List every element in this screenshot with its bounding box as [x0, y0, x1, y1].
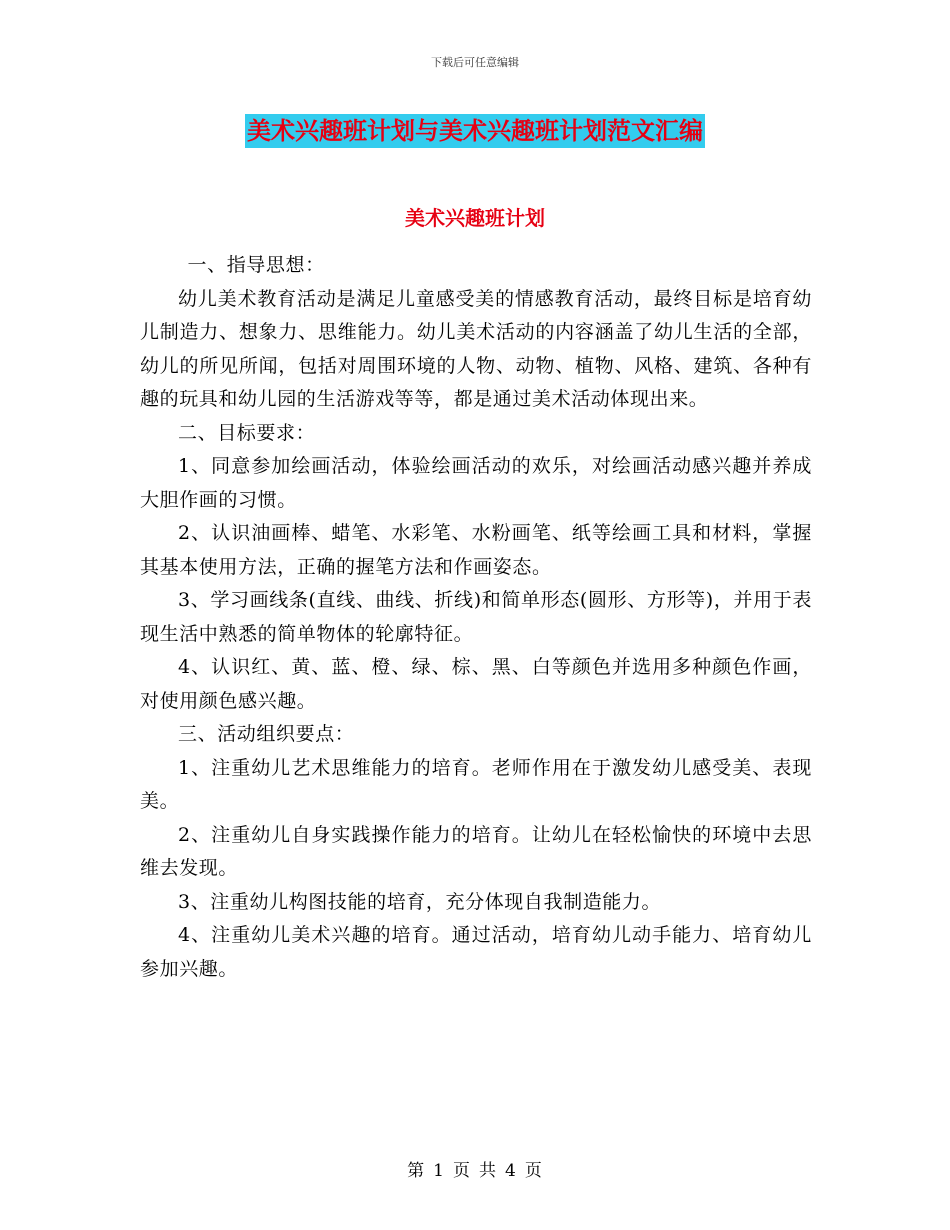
main-title: 美术兴趣班计划与美术兴趣班计划范文汇编 — [245, 114, 705, 148]
paragraph: 2、注重幼儿自身实践操作能力的培育。让幼儿在轻松愉快的环境中去思维去发现。 — [140, 823, 812, 879]
paragraph: 4、认识红、黄、蓝、橙、绿、棕、黑、白等颜色并选用多种颜色作画，对使用颜色感兴趣。 — [140, 656, 812, 712]
section-heading-guiding-idea: 一、指导思想： — [187, 254, 325, 276]
footer-label-page: 第 — [407, 1161, 426, 1181]
paragraph: 3、学习画线条(直线、曲线、折线)和简单形态(圆形、方形等)，并用于表现生活中熟悉的简单物体的轮廓特征。 — [140, 589, 812, 645]
section-heading-key-points: 三、活动组织要点： — [178, 723, 355, 745]
paragraph: 2、认识油画棒、蜡笔、水彩笔、水粉画笔、纸等绘画工具和材料，掌握其基本使用方法，正确的握笔方法和作画姿态。 — [140, 522, 812, 578]
paragraph: 幼儿美术教育活动是满足儿童感受美的情感教育活动，最终目标是培育幼儿制造力、想象力、思维能力。幼儿美术活动的内容涵盖了幼儿生活的全部，幼儿的所见所闻，包括对周围环境的人物、动物、植物、风格、建筑、各种有趣的玩具和幼儿园的生活游戏等等，都是通过美术活动体现出来。 — [140, 287, 812, 410]
footer-label-total: 共 — [479, 1161, 497, 1181]
paragraph: 1、注重幼儿艺术思维能力的培育。老师作用在于激发幼儿感受美、表现美。 — [140, 756, 812, 812]
total-pages-number: 4 — [505, 1161, 517, 1181]
section-heading-goals: 二、目标要求： — [178, 421, 316, 444]
document-body — [140, 249, 812, 986]
header-note: 下载后可任意编辑 — [431, 56, 519, 69]
footer-label-unit: 页 — [453, 1161, 471, 1181]
main-title-container — [0, 114, 950, 148]
footer-label-unit2: 页 — [524, 1161, 543, 1181]
page-footer — [0, 1156, 950, 1181]
section-title: 美术兴趣班计划 — [405, 206, 545, 230]
paragraph: 1、同意参加绘画活动，体验绘画活动的欢乐，对绘画活动感兴趣并养成大胆作画的习惯。 — [140, 455, 812, 511]
current-page-number: 1 — [433, 1161, 445, 1181]
paragraph: 3、注重幼儿构图技能的培育，充分体现自我制造能力。 — [178, 890, 662, 913]
paragraph: 4、注重幼儿美术兴趣的培育。通过活动，培育幼儿动手能力、培育幼儿参加兴趣。 — [140, 924, 812, 980]
